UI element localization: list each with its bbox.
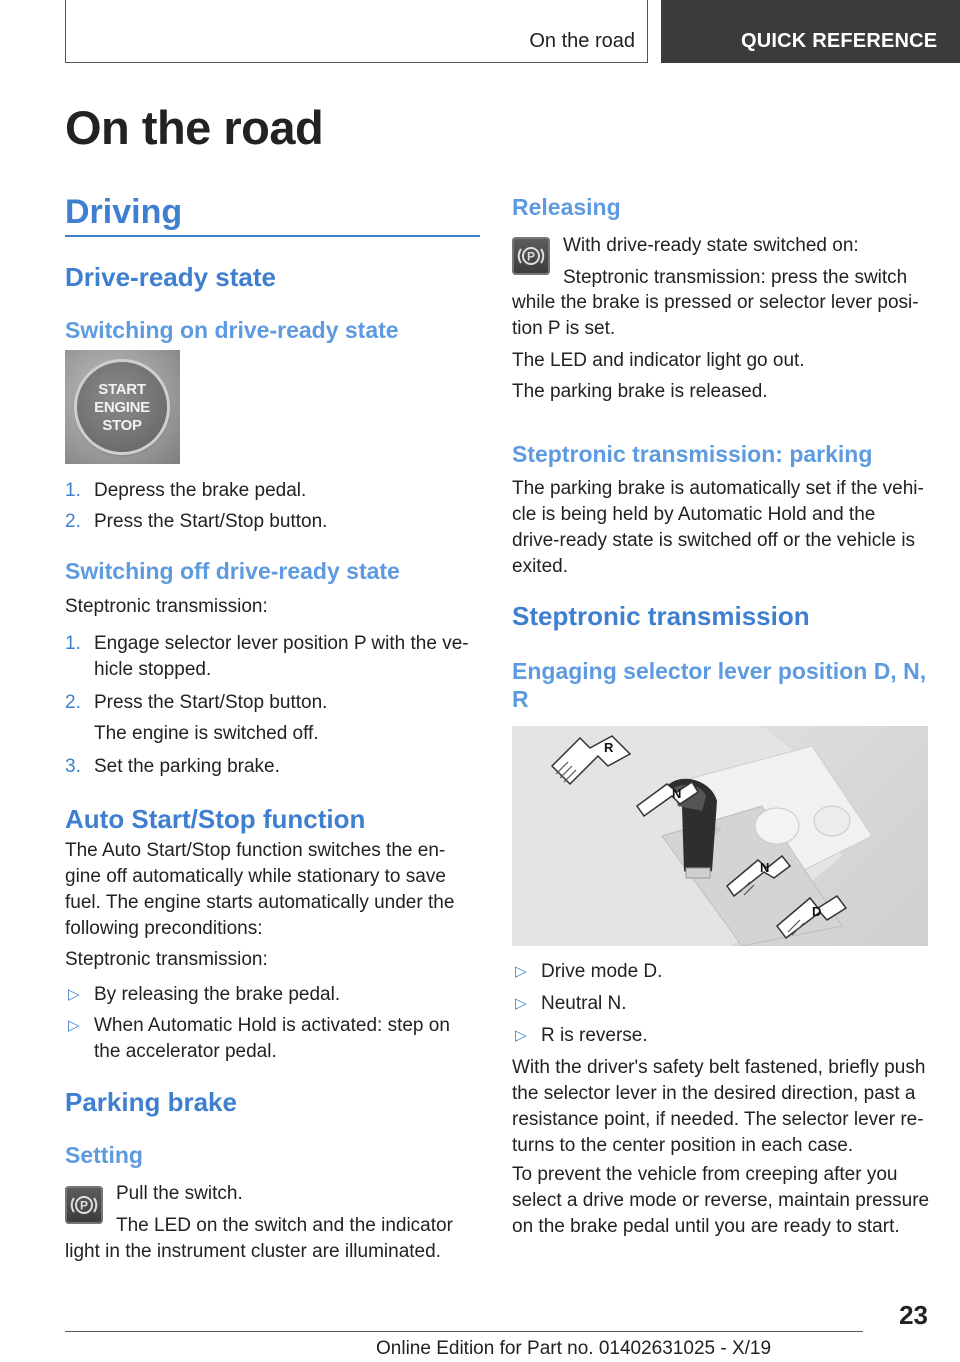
- triangle-right-icon: ▷: [68, 1017, 80, 1034]
- triangle-right-icon: ▷: [515, 995, 527, 1012]
- selector-lever-image: [512, 726, 928, 946]
- steptronic-label: Steptronic transmission:: [65, 596, 268, 617]
- triangle-right-icon: ▷: [515, 963, 527, 980]
- steptronic-parking-text: The parking brake is automatically set if the vehi‐ cle is being held by Automatic Hold and the drive-ready state is switched off or the vehicle is exited.: [512, 478, 924, 577]
- releasing-line-3: while the brake is pressed or selector lever posi‐ tion P is set.: [512, 292, 919, 339]
- heading-auto-start-stop: Auto Start/Stop function: [65, 804, 366, 834]
- gear-label-d: D: [812, 904, 822, 919]
- selector-push-text: With the driver's safety belt fastened, briefly push the selector lever in the desired direction, past a resistance point, if needed. The selector lever re‐ turns to the center position in each case.: [512, 1057, 926, 1156]
- heading-steptronic-parking: Steptronic transmission: parking: [512, 441, 873, 467]
- chapter-title: On the road: [65, 101, 324, 154]
- parking-brake-icon: [512, 237, 550, 275]
- heading-rule: [65, 235, 480, 237]
- footer-edition: Online Edition for Part no. 01402631025 - X/19: [376, 1338, 772, 1359]
- gear-label-p: P: [715, 826, 722, 836]
- releasing-released-text: The parking brake is released.: [512, 381, 768, 402]
- creeping-text: To prevent the vehicle from creeping after you select a drive mode or reverse, maintain pressure on the brake pedal until you are ready to start.: [512, 1164, 930, 1237]
- heading-engaging-selector: Engaging selector lever position D, N, R: [512, 658, 927, 712]
- auto-start-stop-text: The Auto Start/Stop function switches the en‐ gine off automatically while stationary to save fuel. The engine starts automatically under the following preconditions:: [65, 840, 455, 939]
- setting-line-1: Pull the switch.: [116, 1183, 243, 1204]
- parking-brake-icon: [65, 1186, 103, 1224]
- start-stop-button-icon: START ENGINE STOP: [77, 362, 167, 452]
- quick-reference-tab[interactable]: QUICK REFERENCE: [661, 0, 960, 63]
- start-stop-button-image: [65, 350, 180, 464]
- svg-text:P: P: [526, 249, 536, 264]
- releasing-line-1: With drive-ready state switched on:: [563, 235, 859, 256]
- setting-line-2: The LED on the switch and the indicator: [116, 1215, 453, 1236]
- gear-label-r: R: [604, 740, 614, 755]
- releasing-led-text: The LED and indicator light go out.: [512, 350, 805, 371]
- selector-lever-illustration: [512, 726, 928, 946]
- heading-switch-off: Switching off drive-ready state: [65, 558, 400, 584]
- parking-brake-glyph: [515, 240, 547, 272]
- heading-setting: Setting: [65, 1142, 143, 1168]
- heading-drive-ready: Drive-ready state: [65, 262, 276, 292]
- svg-text:P: P: [79, 1198, 89, 1213]
- gear-label-n-lower: N: [760, 860, 770, 875]
- setting-line-3: light in the instrument cluster are illuminated.: [65, 1241, 441, 1262]
- auto-steptronic-label: Steptronic transmission:: [65, 949, 268, 970]
- gear-label-n: N: [672, 786, 682, 801]
- heading-releasing: Releasing: [512, 194, 621, 220]
- page-number: 23: [899, 1300, 928, 1330]
- triangle-right-icon: ▷: [515, 1027, 527, 1044]
- triangle-right-icon: ▷: [68, 986, 80, 1003]
- footer-rule: [65, 1331, 863, 1332]
- heading-steptronic-transmission: Steptronic transmission: [512, 601, 810, 631]
- releasing-line-2: Steptronic transmission: press the switch: [563, 267, 908, 288]
- header-section-title: On the road: [529, 30, 635, 52]
- heading-switch-on: Switching on drive-ready state: [65, 317, 399, 343]
- heading-parking-brake: Parking brake: [65, 1087, 237, 1117]
- heading-driving: Driving: [65, 193, 183, 231]
- parking-brake-glyph: [68, 1189, 100, 1221]
